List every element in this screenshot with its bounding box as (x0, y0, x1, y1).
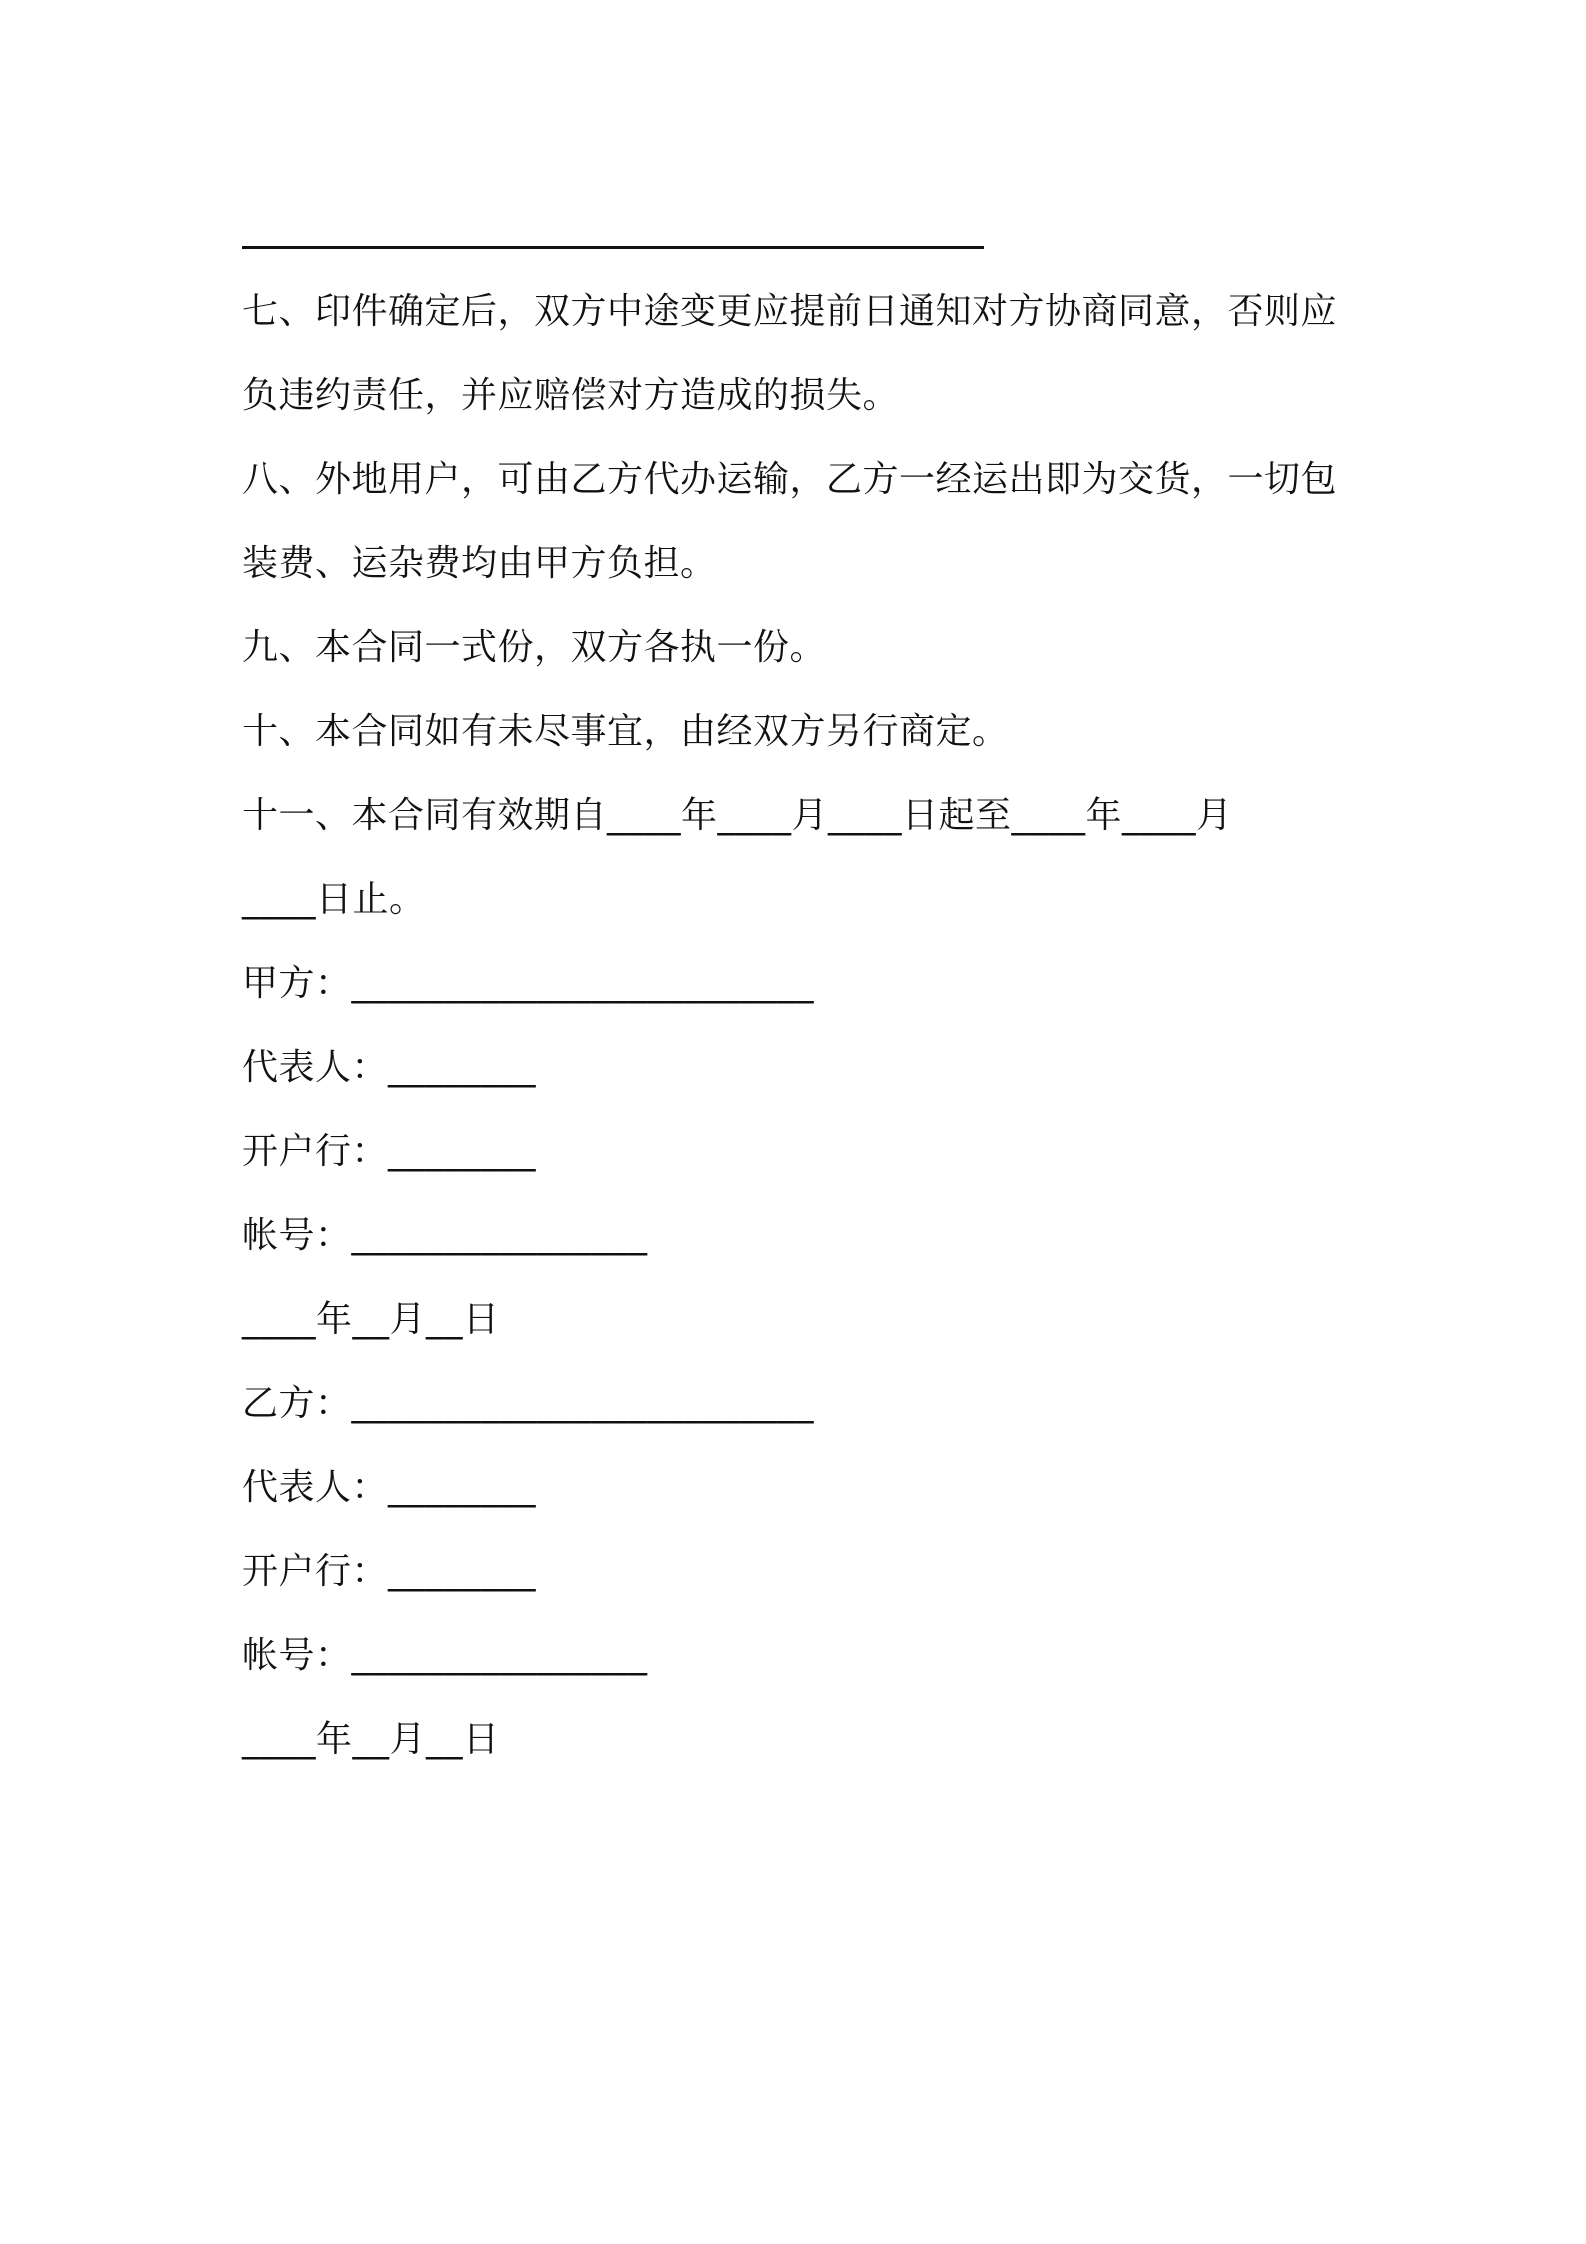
clause-7-line-2: 负违约责任，并应赔偿对方造成的损失。 (242, 375, 900, 416)
party-a-bank-field: 开户行：________ (242, 1131, 537, 1172)
party-a-representative-field: 代表人：________ (242, 1047, 537, 1088)
party-b-date-field: ____年__月__日 (242, 1719, 500, 1760)
party-a-date-field: ____年__月__日 (242, 1299, 500, 1340)
party-a-name-field: 甲方：_________________________ (242, 963, 815, 1004)
clause-9: 九、本合同一式份，双方各执一份。 (242, 627, 827, 668)
party-a-account-field: 帐号：________________ (242, 1215, 648, 1256)
clause-11-line-1: 十一、本合同有效期自____年____月____日起至____年____月 (242, 795, 1233, 836)
top-rule-text (242, 214, 926, 250)
clause-7-line-1: 七、印件确定后，双方中途变更应提前日通知对方协商同意，否则应 (242, 291, 1338, 332)
party-b-account-field: 帐号：________________ (242, 1635, 648, 1676)
clause-8-line-1: 八、外地用户，可由乙方代办运输，乙方一经运出即为交货，一切包 (242, 459, 1338, 500)
party-b-bank-field: 开户行：________ (242, 1551, 537, 1592)
clause-10: 十、本合同如有未尽事宜，由经双方另行商定。 (242, 711, 1009, 752)
clause-11-line-2: ____日止。 (242, 879, 426, 920)
party-b-representative-field: 代表人：________ (242, 1467, 537, 1508)
clause-8-line-2: 装费、运杂费均由甲方负担。 (242, 543, 717, 584)
party-b-name-field: 乙方：_________________________ (242, 1383, 815, 1424)
